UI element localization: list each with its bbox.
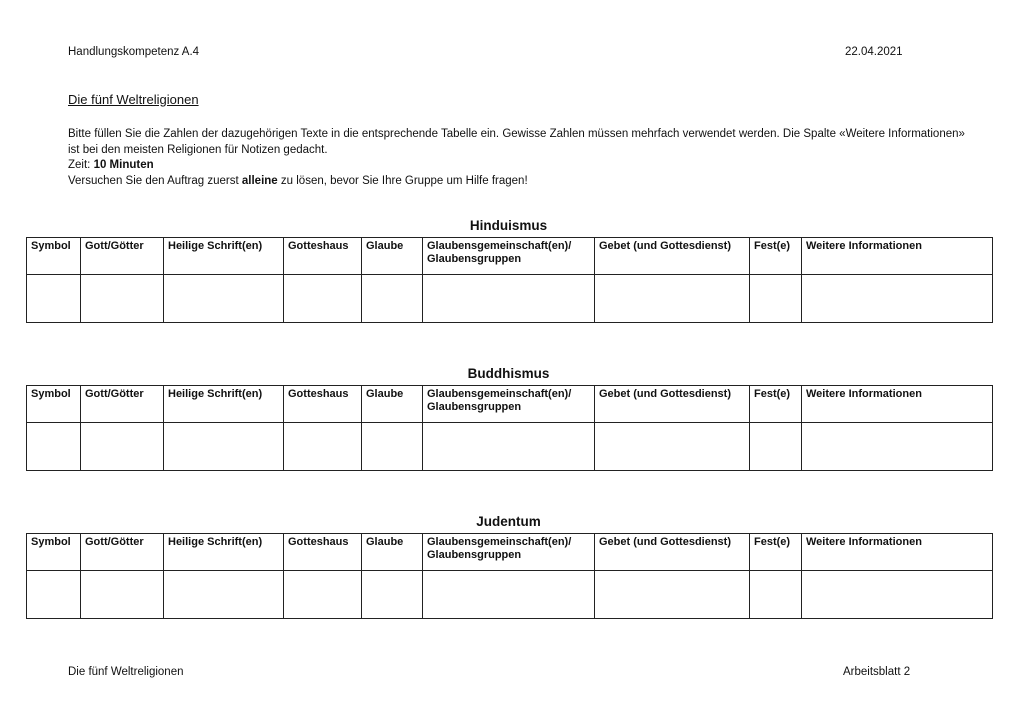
cell-more-info[interactable] — [802, 275, 993, 323]
section-title-buddhismus: Buddhismus — [467, 366, 550, 381]
cell-scriptures[interactable] — [164, 275, 284, 323]
instructions — [68, 127, 968, 189]
col-house-of-worship: Gotteshaus — [284, 386, 362, 423]
cell-symbol[interactable] — [27, 423, 81, 471]
col-house-of-worship: Gotteshaus — [284, 534, 362, 571]
cell-belief[interactable] — [362, 571, 423, 619]
col-gods: Gott/Götter — [81, 238, 164, 275]
section-title-hinduismus: Hinduismus — [469, 218, 548, 233]
cell-belief[interactable] — [362, 275, 423, 323]
cell-festivals[interactable] — [750, 275, 802, 323]
cell-scriptures[interactable] — [164, 571, 284, 619]
answer-row — [27, 423, 993, 471]
col-festivals: Fest(e) — [750, 238, 802, 275]
cell-belief[interactable] — [362, 423, 423, 471]
cell-scriptures[interactable] — [164, 423, 284, 471]
cell-festivals[interactable] — [750, 571, 802, 619]
cell-more-info[interactable] — [802, 423, 993, 471]
time-label: Zeit: — [68, 159, 94, 171]
col-prayer: Gebet (und Gottesdienst) — [595, 386, 750, 423]
col-communities: Glaubensgemeinschaft(en)/ Glaubensgruppen — [423, 534, 595, 571]
header-row — [27, 534, 993, 571]
col-scriptures: Heilige Schrift(en) — [164, 534, 284, 571]
cell-prayer[interactable] — [595, 275, 750, 323]
col-symbol: Symbol — [27, 534, 81, 571]
cell-more-info[interactable] — [802, 571, 993, 619]
hint-text-bold: alleine — [241, 174, 278, 187]
course-label: Handlungskompetenz A.4 — [68, 46, 200, 58]
cell-prayer[interactable] — [595, 423, 750, 471]
col-belief: Glaube — [362, 238, 423, 275]
col-prayer: Gebet (und Gottesdienst) — [595, 238, 750, 275]
section-title-judentum: Judentum — [476, 514, 541, 529]
cell-symbol[interactable] — [27, 275, 81, 323]
col-scriptures: Heilige Schrift(en) — [164, 386, 284, 423]
col-symbol: Symbol — [27, 386, 81, 423]
time-value: 10 Minuten — [93, 159, 154, 171]
footer-title: Die fünf Weltreligionen — [68, 666, 184, 678]
worksheet-number: Arbeitsblatt 2 — [843, 666, 911, 678]
col-festivals: Fest(e) — [750, 534, 802, 571]
date-label: 22.04.2021 — [845, 46, 903, 58]
document-title: Die fünf Weltreligionen — [68, 92, 199, 107]
col-scriptures: Heilige Schrift(en) — [164, 238, 284, 275]
answer-row — [27, 275, 993, 323]
col-gods: Gott/Götter — [81, 386, 164, 423]
cell-house-of-worship[interactable] — [284, 571, 362, 619]
col-symbol: Symbol — [27, 238, 81, 275]
hint-line — [68, 174, 968, 190]
hint-text-post: zu lösen, bevor Sie Ihre Gruppe um Hilfe fragen! — [277, 174, 528, 187]
answer-row — [27, 571, 993, 619]
header-row — [27, 238, 993, 275]
hint-text-pre: Versuchen Sie den Auftrag zuerst — [68, 174, 242, 187]
instruction-text: Bitte füllen Sie die Zahlen der dazugehörigen Texte in die entsprechende Tabelle ein. Gewisse Zahlen müssen mehrfach verwendet werden. Die Spalte «Weitere Informationen» ist bei den meisten Religionen für Notizen gedacht. — [68, 128, 965, 156]
col-gods: Gott/Götter — [81, 534, 164, 571]
cell-gods[interactable] — [81, 571, 164, 619]
col-more-info: Weitere Informationen — [802, 238, 993, 275]
col-belief: Glaube — [362, 534, 423, 571]
col-communities: Glaubensgemeinschaft(en)/ Glaubensgruppen — [423, 386, 595, 423]
col-communities: Glaubensgemeinschaft(en)/ Glaubensgruppen — [423, 238, 595, 275]
col-prayer: Gebet (und Gottesdienst) — [595, 534, 750, 571]
cell-prayer[interactable] — [595, 571, 750, 619]
cell-gods[interactable] — [81, 423, 164, 471]
col-belief: Glaube — [362, 386, 423, 423]
col-festivals: Fest(e) — [750, 386, 802, 423]
cell-gods[interactable] — [81, 275, 164, 323]
cell-symbol[interactable] — [27, 571, 81, 619]
cell-communities[interactable] — [423, 423, 595, 471]
table-judentum — [26, 533, 993, 619]
cell-house-of-worship[interactable] — [284, 423, 362, 471]
col-more-info: Weitere Informationen — [802, 386, 993, 423]
table-buddhismus — [26, 385, 993, 471]
table-hinduismus — [26, 237, 993, 323]
cell-festivals[interactable] — [750, 423, 802, 471]
cell-communities[interactable] — [423, 571, 595, 619]
time-line — [68, 158, 968, 174]
header-row — [27, 386, 993, 423]
cell-house-of-worship[interactable] — [284, 275, 362, 323]
col-house-of-worship: Gotteshaus — [284, 238, 362, 275]
cell-communities[interactable] — [423, 275, 595, 323]
col-more-info: Weitere Informationen — [802, 534, 993, 571]
